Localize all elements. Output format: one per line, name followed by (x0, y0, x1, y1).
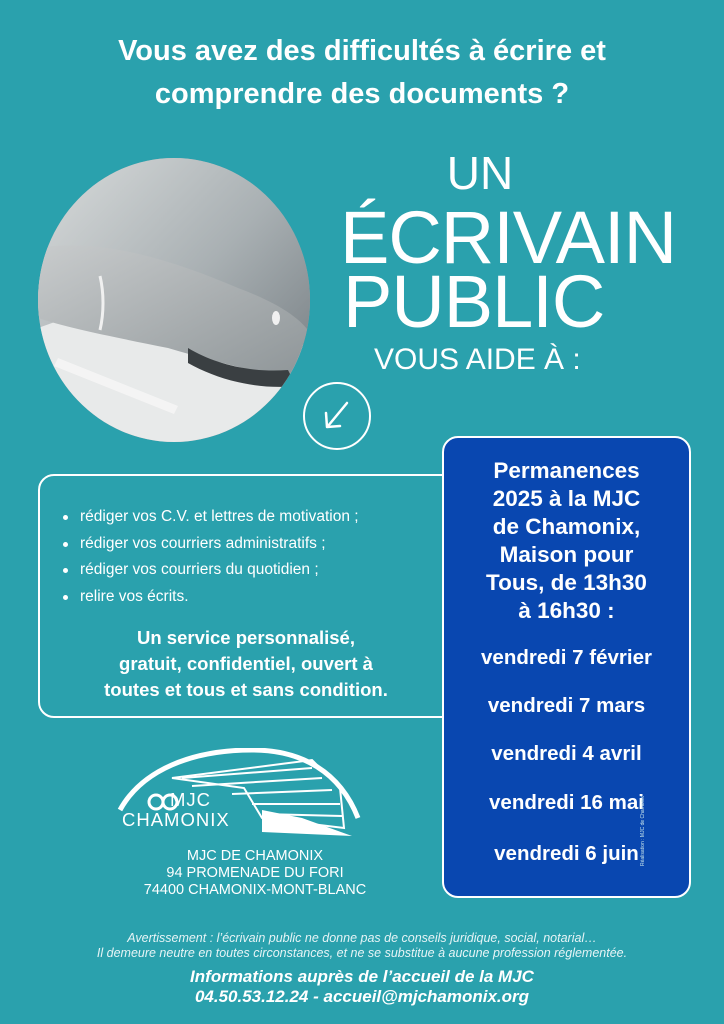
address-name: MJC DE CHAMONIX (186, 848, 324, 864)
hands-writing-photo (38, 158, 310, 442)
logo-wordmark (122, 790, 230, 830)
address-block (130, 848, 380, 899)
service-item: rédiger vos courriers administratifs ; (62, 531, 359, 558)
service-description (58, 625, 434, 703)
disclaimer-line-1: Avertissement : l’écrivain public ne donne pas de conseils juridique, social, notarial… (127, 931, 597, 945)
disclaimer (20, 931, 704, 961)
hero-public: PUBLIC (343, 260, 605, 343)
hero-ecrivain: ÉCRIVAIN (340, 196, 677, 279)
service-item: relire vos écrits. (62, 584, 359, 611)
permanence-date: vendredi 7 février (481, 646, 652, 669)
headline-line-1: Vous avez des difficultés à écrire et (118, 35, 606, 67)
permanences-title-line: Maison pour (499, 542, 634, 567)
arrow-down-left-icon (303, 382, 371, 450)
permanence-date: vendredi 16 mai (489, 791, 644, 814)
permanences-title-line: Tous, de 13h30 (486, 570, 647, 595)
credit-text: Réalisation : MJC de Chamonix (640, 795, 646, 866)
headline (0, 30, 724, 116)
contact-info (0, 967, 724, 1007)
permanences-title-line: de Chamonix, (492, 514, 641, 539)
hero-un: UN (446, 147, 514, 199)
permanence-date: vendredi 4 avril (491, 742, 642, 765)
permanence-date: vendredi 6 juin (494, 842, 639, 865)
services-list (62, 504, 359, 610)
permanences-title-line: 2025 à la MJC (492, 486, 641, 511)
contact-line-1: Informations auprès de l’accueil de la MJC (190, 967, 534, 986)
service-description-line: Un service personnalisé, (137, 627, 355, 648)
permanences-title-line: Permanences (493, 458, 640, 483)
service-description-line: gratuit, confidentiel, ouvert à (119, 653, 373, 674)
service-item: rédiger vos courriers du quotidien ; (62, 557, 359, 584)
service-description-line: toutes et tous et sans condition. (104, 679, 388, 700)
disclaimer-line-2: Il demeure neutre en toutes circonstances, et ne se substitue à aucune profession réglementée. (96, 946, 628, 960)
hero-aide: VOUS AIDE À : (374, 343, 581, 376)
service-item: rédiger vos C.V. et lettres de motivation ; (62, 504, 359, 531)
logo-line-mjc: MJC (170, 789, 212, 810)
address-street: 94 PROMENADE DU FORI (166, 865, 344, 881)
permanences-title (444, 457, 689, 625)
permanence-date: vendredi 7 mars (487, 694, 646, 717)
contact-line-2[interactable]: 04.50.53.12.24 - accueil@mjchamonix.org (194, 987, 530, 1006)
logo-line-chamonix: CHAMONIX (122, 809, 230, 830)
address-city: 74400 CHAMONIX-MONT-BLANC (143, 882, 367, 898)
headline-line-2: comprendre des documents ? (154, 78, 570, 110)
permanences-title-line: à 16h30 : (518, 598, 615, 623)
